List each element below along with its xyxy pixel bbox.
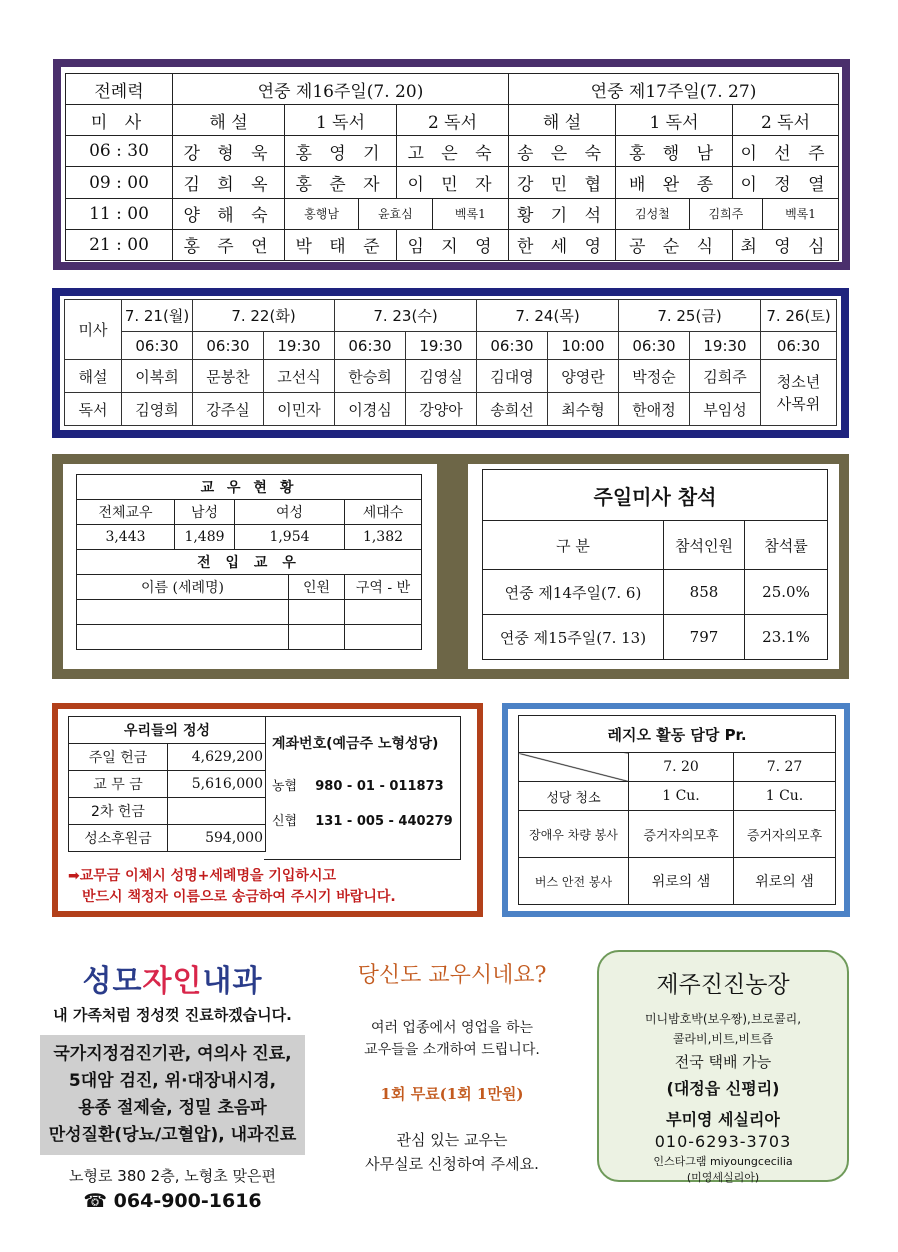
service-line: 5대암 검진, 위·대장내시경,	[68, 1071, 277, 1091]
notice-line: 반드시 책정자 이름으로 송금하여 주시기 바랍니다.	[82, 889, 396, 905]
account-row	[272, 775, 460, 794]
day-header: 7. 22(화)	[193, 300, 335, 332]
name-cell: 배 완 종	[616, 167, 733, 198]
attendance-card	[468, 464, 839, 669]
column-header: 전체교우	[77, 500, 175, 525]
time-cell: 19:30	[406, 332, 477, 360]
duty-team: 1 Cu.	[734, 782, 836, 811]
table-row	[69, 771, 266, 798]
week-label: 연중 제14주일(7. 6)	[483, 570, 664, 615]
day-header: 7. 26(토)	[761, 300, 837, 332]
table-row	[69, 744, 266, 771]
members-table	[76, 474, 422, 650]
ad-price: 1회 무료(1회 1만원)	[380, 1085, 524, 1103]
time-cell: 06:30	[761, 332, 837, 360]
ad-contact	[318, 1128, 586, 1176]
offering-panel	[52, 703, 483, 917]
column-header: 인원	[289, 575, 345, 600]
name-cell: 박 태 준	[285, 229, 397, 260]
name-cell: 벡록1	[785, 207, 816, 222]
name-cell: 이 정 열	[733, 167, 839, 198]
week-label: 연중 제15주일(7. 13)	[483, 615, 664, 660]
date-header: 7. 20	[629, 753, 734, 782]
column-header: 여성	[235, 500, 345, 525]
transfer-notice	[68, 866, 396, 908]
table-row	[519, 782, 836, 811]
time-cell: 06:30	[193, 332, 264, 360]
offering-amount	[168, 798, 266, 825]
row-label: 해설	[65, 360, 122, 393]
ad-description	[318, 1017, 586, 1061]
clinic-name-part: 자인	[142, 964, 203, 999]
sunday-schedule-panel	[53, 59, 850, 270]
farm-instagram-name: (미영세실리아)	[686, 1171, 760, 1184]
week2-title: 연중 제17주일(7. 27)	[509, 74, 839, 105]
table-row	[66, 167, 839, 198]
table-row	[65, 360, 837, 393]
duty-label: 성당 청소	[519, 782, 629, 811]
name-cell: 이경심	[335, 393, 406, 426]
name-cell: 홍행남	[285, 199, 359, 229]
farm-phone: 010-6293-3703	[654, 1132, 792, 1151]
column-header: 세대수	[345, 500, 422, 525]
saturday-note: 청소년 사목위	[761, 360, 837, 426]
name-cell: 최수형	[548, 393, 619, 426]
diagonal-cell	[519, 753, 629, 782]
name-cell: 김대영	[477, 360, 548, 393]
name-cell: 강 민 협	[509, 167, 616, 198]
column-header: 구역 - 반	[345, 575, 422, 600]
clinic-phone-row	[40, 1190, 305, 1212]
mass-time: 21 : 00	[66, 229, 173, 260]
clinic-name	[40, 956, 305, 1000]
name-cell: 박정순	[619, 360, 690, 393]
table-row	[69, 825, 266, 852]
table-row	[66, 198, 839, 229]
name-cell: 공 순 식	[616, 229, 733, 260]
service-line: 용종 절제술, 정밀 초음파	[78, 1098, 267, 1118]
clinic-name-part: 성모	[82, 964, 143, 999]
statistics-panel	[52, 454, 849, 679]
role-header: 해 설	[509, 105, 616, 136]
table-row	[65, 393, 837, 426]
product-line: 미니밤호박(보우짱),브로콜리,	[644, 1012, 802, 1026]
ad-line: 여러 업종에서 영업을 하는	[370, 1020, 534, 1036]
name-cell: 이 선 주	[733, 136, 839, 167]
table-row	[66, 136, 839, 167]
name-cell: 문봉찬	[193, 360, 264, 393]
legio-title: 레지오 활동 담당 Pr.	[519, 716, 836, 753]
name-cell: 송희선	[477, 393, 548, 426]
ad-line: 사무실로 신청하여 주세요.	[365, 1155, 539, 1173]
name-cell: 양영란	[548, 360, 619, 393]
sunday-schedule-table	[65, 73, 839, 261]
name-cell: 송 은 숙	[509, 136, 616, 167]
account-title: 계좌번호(예금주 노형성당)	[272, 736, 439, 752]
duty-team: 증거자의모후	[734, 811, 836, 858]
day-header: 7. 25(금)	[619, 300, 761, 332]
offering-label: 2차 헌금	[69, 798, 168, 825]
account-row	[272, 810, 460, 829]
clinic-name-part: 내과	[202, 964, 263, 999]
table-row	[483, 570, 828, 615]
time-cell: 19:30	[264, 332, 335, 360]
attendance-title: 주일미사 참석	[483, 470, 828, 521]
farm-products	[599, 1009, 847, 1049]
duty-label: 버스 안전 봉사	[519, 858, 629, 905]
name-cell: 부임성	[690, 393, 761, 426]
offering-title: 우리들의 정성	[69, 717, 266, 744]
attendance-rate: 23.1%	[745, 615, 828, 660]
notice-line: ➡교무금 이체시 성명+세례명을 기입하시고	[68, 868, 336, 884]
household-count: 1,382	[345, 525, 422, 550]
time-cell: 06:30	[335, 332, 406, 360]
name-cell: 김성철	[616, 199, 689, 229]
split-cell	[616, 199, 838, 229]
farm-name: 제주진진농장	[656, 972, 790, 998]
service-line: 만성질환(당뇨/고혈압), 내과진료	[48, 1125, 297, 1145]
column-header: 이름 (세례명)	[77, 575, 289, 600]
name-cell: 강 형 욱	[173, 136, 285, 167]
weekday-schedule-panel	[52, 288, 849, 438]
offering-amount: 594,000	[168, 825, 266, 852]
role-header: 해 설	[173, 105, 285, 136]
members-title: 교 우 현 황	[77, 475, 422, 500]
service-line: 국가지정검진기관, 여의사 진료,	[53, 1044, 292, 1064]
ad-line: 관심 있는 교우는	[396, 1131, 508, 1149]
role-header: 2 독서	[397, 105, 509, 136]
mass-time: 09 : 00	[66, 167, 173, 198]
name-cell: 양 해 숙	[173, 198, 285, 229]
clinic-slogan: 내 가족처럼 정성껏 진료하겠습니다.	[53, 1006, 292, 1024]
mass-label: 미 사	[66, 105, 173, 136]
clinic-ad	[40, 948, 305, 1212]
table-row	[77, 600, 422, 625]
name-cell: 황 기 석	[509, 198, 616, 229]
name-cell: 김희주	[690, 360, 761, 393]
legio-table	[518, 715, 836, 905]
name-cell: 벡록1	[454, 207, 486, 222]
time-cell: 06:30	[619, 332, 690, 360]
name-cell: 이민자	[264, 393, 335, 426]
clinic-address: 노형로 380 2층, 노형초 맞은편	[69, 1167, 276, 1185]
name-cell: 이 민 자	[397, 167, 509, 198]
legio-panel	[502, 703, 850, 917]
farm-ad	[597, 950, 849, 1182]
attendance-table	[482, 469, 828, 660]
offering-table	[68, 716, 266, 852]
name-cell: 한승희	[335, 360, 406, 393]
mass-time: 11 : 00	[66, 198, 173, 229]
role-header: 2 독서	[733, 105, 839, 136]
offering-label: 주일 헌금	[69, 744, 168, 771]
account-number: 980 - 01 - 011873	[315, 779, 444, 794]
members-card	[63, 464, 437, 669]
name-cell: 한 세 영	[509, 229, 616, 260]
bank-account-box	[264, 716, 461, 860]
attendance-count: 858	[664, 570, 745, 615]
attendance-rate: 25.0%	[745, 570, 828, 615]
attendance-count: 797	[664, 615, 745, 660]
name-cell: 홍 주 연	[173, 229, 285, 260]
name-cell: 이복희	[122, 360, 193, 393]
duty-label: 장애우 차량 봉사	[519, 811, 629, 858]
name-cell: 홍 춘 자	[285, 167, 397, 198]
offering-amount: 4,629,200	[168, 744, 266, 771]
day-header: 7. 23(수)	[335, 300, 477, 332]
member-business-ad	[318, 952, 586, 1182]
name-cell: 홍 행 남	[616, 136, 733, 167]
table-row	[69, 798, 266, 825]
account-number: 131 - 005 - 440279	[315, 814, 453, 829]
male-count: 1,489	[175, 525, 235, 550]
duty-team: 위로의 샘	[734, 858, 836, 905]
offering-label: 교 무 금	[69, 771, 168, 798]
table-row	[483, 615, 828, 660]
newcomer-title: 전 입 교 우	[77, 550, 422, 575]
mass-time: 06 : 30	[66, 136, 173, 167]
duty-team: 위로의 샘	[629, 858, 734, 905]
column-header: 참석률	[745, 521, 828, 570]
name-cell: 홍 영 기	[285, 136, 397, 167]
name-cell: 임 지 영	[397, 229, 509, 260]
table-row	[519, 811, 836, 858]
time-cell: 10:00	[548, 332, 619, 360]
duty-team: 1 Cu.	[629, 782, 734, 811]
farm-delivery: 전국 택배 가능	[674, 1053, 772, 1071]
calendar-header: 전례력	[66, 74, 173, 105]
phone-icon: ☎	[83, 1190, 108, 1212]
column-header: 참석인원	[664, 521, 745, 570]
ad-line: 교우들을 소개하여 드립니다.	[364, 1042, 540, 1058]
name-cell: 한애정	[619, 393, 690, 426]
total-members: 3,443	[77, 525, 175, 550]
day-header: 7. 24(목)	[477, 300, 619, 332]
table-row	[66, 229, 839, 260]
day-header: 7. 21(월)	[122, 300, 193, 332]
column-header: 구 분	[483, 521, 664, 570]
time-cell: 19:30	[690, 332, 761, 360]
time-cell: 06:30	[122, 332, 193, 360]
role-header: 1 독서	[285, 105, 397, 136]
name-cell: 김 희 옥	[173, 167, 285, 198]
ad-title: 당신도 교우시네요?	[357, 963, 547, 988]
table-row	[519, 858, 836, 905]
duty-team: 증거자의모후	[629, 811, 734, 858]
product-line: 콜라비,비트,비트즙	[672, 1032, 774, 1046]
table-row	[77, 625, 422, 650]
name-cell: 윤효심	[359, 199, 433, 229]
time-cell: 06:30	[477, 332, 548, 360]
mass-label: 미사	[65, 300, 122, 360]
farm-owner: 부미영 세실리아	[666, 1110, 780, 1129]
clinic-phone: 064-900-1616	[113, 1190, 262, 1212]
name-cell: 고선식	[264, 360, 335, 393]
offering-label: 성소후원금	[69, 825, 168, 852]
row-label: 독서	[65, 393, 122, 426]
offering-amount: 5,616,000	[168, 771, 266, 798]
name-cell: 강양아	[406, 393, 477, 426]
bank-name: 농협	[272, 779, 298, 794]
name-cell: 최 영 심	[733, 229, 839, 260]
name-cell: 김희주	[689, 199, 762, 229]
date-header: 7. 27	[734, 753, 836, 782]
name-cell: 강주실	[193, 393, 264, 426]
farm-instagram: 인스타그램 miyoungcecilia	[653, 1155, 793, 1168]
female-count: 1,954	[235, 525, 345, 550]
column-header: 남성	[175, 500, 235, 525]
name-cell: 고 은 숙	[397, 136, 509, 167]
week1-title: 연중 제16주일(7. 20)	[173, 74, 509, 105]
farm-location: (대정읍 신평리)	[666, 1079, 780, 1098]
clinic-services	[40, 1035, 305, 1155]
name-cell: 김영희	[122, 393, 193, 426]
role-header: 1 독서	[616, 105, 733, 136]
bank-name: 신협	[272, 814, 298, 829]
weekday-schedule-table	[64, 299, 837, 426]
split-cell	[285, 199, 508, 229]
name-cell: 김영실	[406, 360, 477, 393]
